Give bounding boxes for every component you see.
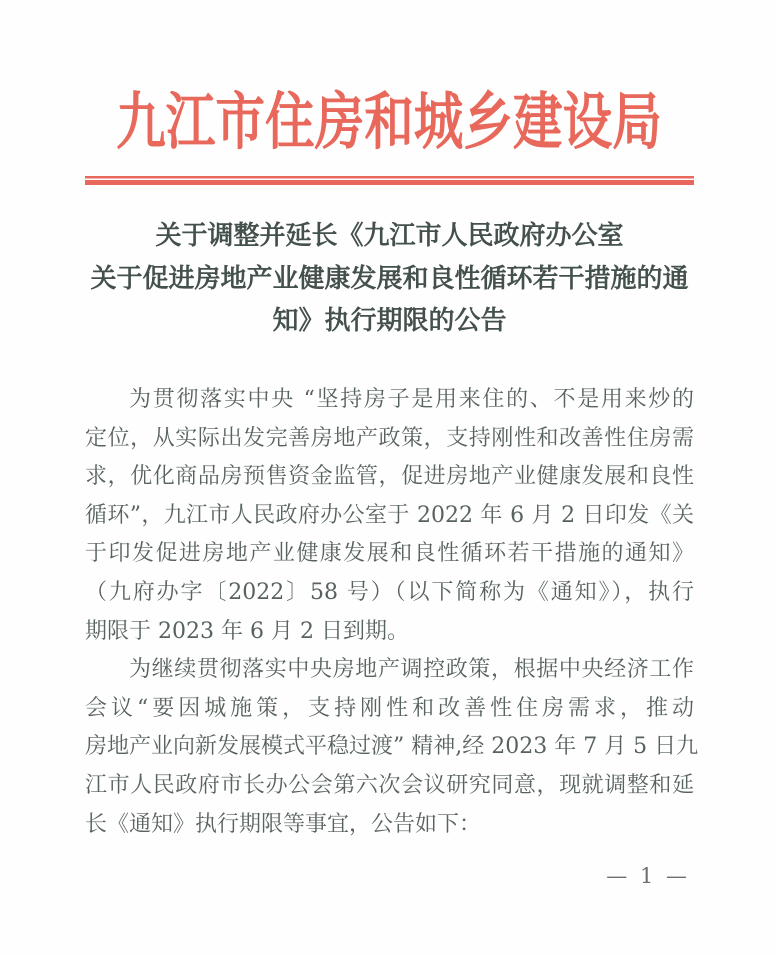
body-text-line: 循环”，九江市人民政府办公室于 2022 年 6 月 2 日印发《关	[85, 502, 694, 528]
body-text-line: 期限于 2023 年 6 月 2 日到期。	[85, 618, 409, 644]
body-text-line: 长《通知》执行期限等事宜，公告如下：	[85, 811, 482, 837]
body-text-line: 定位，从实际出发完善房地产政策，支持刚性和改善性住房需	[85, 425, 694, 451]
body-text-line: 求，优化商品房预售资金监管，促进房地产业健康发展和良性	[85, 464, 694, 490]
agency-letterhead-title: 九江市住房和城乡建设局	[116, 85, 662, 158]
page-number: — 1 —	[606, 864, 690, 888]
paragraph-1	[85, 381, 694, 651]
document-title-line-3: 知》执行期限的公告	[272, 306, 507, 336]
body-text-line: 为贯彻落实中央 “坚持房子是用来住的、不是用来炒的	[129, 387, 694, 412]
document-title	[85, 215, 694, 343]
document-title-line-1: 关于调整并延长《九江市人民政府办公室	[155, 221, 624, 251]
body-text-line: 于印发促进房地产业健康发展和良性循环若干措施的通知》	[85, 541, 694, 567]
body-text-line: 房地产业向新发展模式平稳过渡” 精神,经 2023 年 7 月 5 日九	[85, 734, 699, 760]
body-text-line: 江市人民政府市长办公会第六次会议研究同意，现就调整和延	[85, 772, 694, 798]
document-body	[85, 381, 699, 844]
body-text-line: 为继续贯彻落实中央房地产调控政策，根据中央经济工作	[129, 657, 694, 683]
body-text-line: 会议“要因城施策，支持刚性和改善性住房需求，推动	[85, 695, 694, 721]
letterhead-divider-line	[85, 176, 694, 185]
document-title-line-2: 关于促进房地产业健康发展和良性循环若干措施的通	[90, 263, 689, 294]
paragraph-2	[85, 651, 699, 844]
body-text-line: （九府办字〔2022〕58 号）（以下简称为《通知》），执行	[85, 579, 694, 605]
